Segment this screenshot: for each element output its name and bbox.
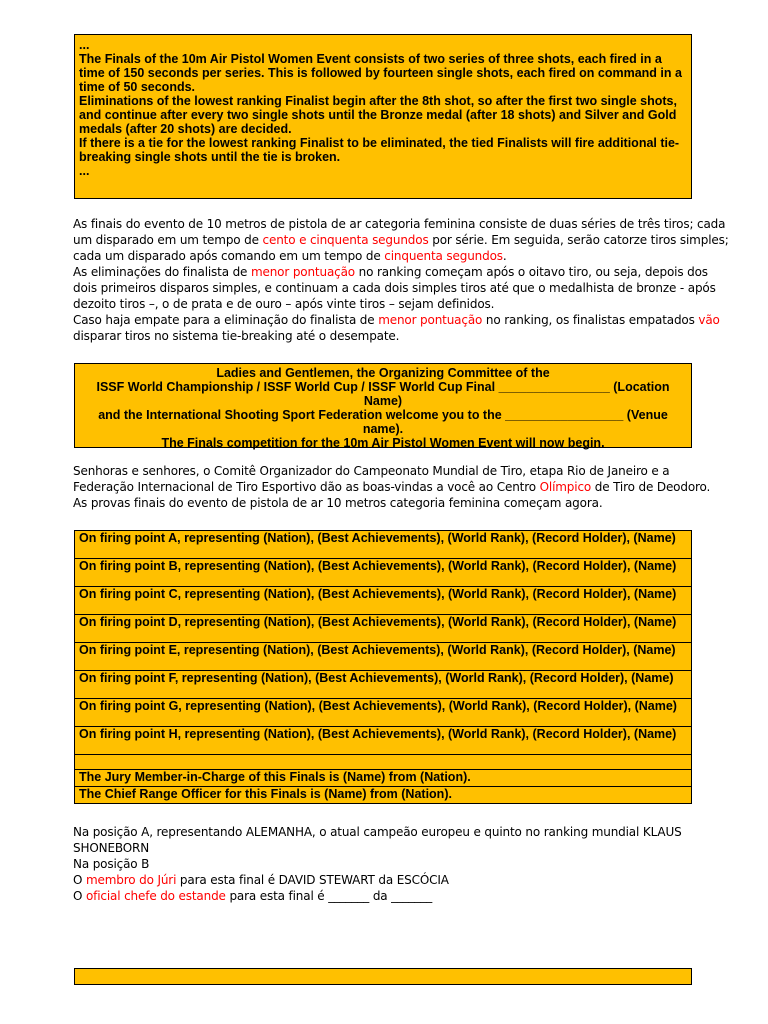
welcome-line-4: The Finals competition for the 10m Air Pistol Women Event will now begin. bbox=[161, 436, 605, 450]
highlight-text: vão bbox=[698, 313, 720, 327]
blank-cell bbox=[75, 755, 692, 770]
firing-points-table bbox=[74, 530, 692, 804]
translation-1-paragraph-2: As eliminações do finalista de menor pontuação no ranking começam após o oitavo tiro, ou seja, depois dos dois primeiros disparos simples, e continuam a cada dois simples tiros até que o medalhista de bronze - após dezoito tiros –, o de prata e de ouro – após vinte tiros – sejam definidos. bbox=[73, 265, 716, 311]
firing-point-g: On firing point G, representing (Nation), (Best Achievements), (World Rank), (Record Holder), (Name) bbox=[75, 699, 692, 727]
translation-block-1 bbox=[73, 216, 733, 344]
firing-point-d: On firing point D, representing (Nation), (Best Achievements), (World Rank), (Record Holder), (Name) bbox=[75, 615, 692, 643]
firing-point-a: On firing point A, representing (Nation), (Best Achievements), (World Rank), (Record Holder), (Name) bbox=[75, 531, 692, 559]
translation-3-line-1: Na posição A, representando ALEMANHA, o atual campeão europeu e quinto no ranking mundial KLAUS SHONEBORN bbox=[73, 825, 682, 855]
highlight-text: menor pontuação bbox=[378, 313, 483, 327]
intro-paragraph-eliminations: Eliminations of the lowest ranking Finalist begin after the 8th shot, so after the first two single shots, and continue after every two single shots until the Bronze medal (after 18 shots) and Silver and Gold medals (after 20 shots) are decided. bbox=[79, 94, 677, 136]
table-row bbox=[75, 770, 692, 787]
firing-point-f: On firing point F, representing (Nation), (Best Achievements), (World Rank), (Record Holder), (Name) bbox=[75, 671, 692, 699]
translation-3-line-2: Na posição B bbox=[73, 857, 150, 871]
translation-2-paragraph-2: As provas finais do evento de pistola de ar 10 metros categoria feminina começam agora. bbox=[73, 496, 603, 510]
firing-point-b: On firing point B, representing (Nation), (Best Achievements), (World Rank), (Record Holder), (Name) bbox=[75, 559, 692, 587]
welcome-line-1: Ladies and Gentlemen, the Organizing Committee of the bbox=[216, 366, 550, 380]
firing-point-e: On firing point E, representing (Nation), (Best Achievements), (World Rank), (Record Holder), (Name) bbox=[75, 643, 692, 671]
highlight-text: membro do Júri bbox=[85, 873, 177, 887]
intro-paragraph-tie: If there is a tie for the lowest ranking Finalist to be eliminated, the tied Finalists will fire additional tie-breaking single shots until the tie is broken. bbox=[79, 136, 680, 164]
firing-point-c: On firing point C, representing (Nation), (Best Achievements), (World Rank), (Record Holder), (Name) bbox=[75, 587, 692, 615]
table-row-blank bbox=[75, 755, 692, 770]
welcome-line-2: ISSF World Championship / ISSF World Cup / ISSF World Cup Final ________________ (Location Name) bbox=[96, 380, 670, 408]
intro-ellipsis-bottom: ... bbox=[79, 164, 90, 178]
firing-point-h: On firing point H, representing (Nation), (Best Achievements), (World Rank), (Record Holder), (Name) bbox=[75, 727, 692, 755]
table-row bbox=[75, 531, 692, 559]
table-row bbox=[75, 643, 692, 671]
jury-member-row: The Jury Member-in-Charge of this Finals is (Name) from (Nation). bbox=[75, 770, 692, 787]
translation-1-paragraph-3: Caso haja empate para a eliminação do finalista de menor pontuação no ranking, os finalistas empatados vão disparar tiros no sistema tie-breaking até o desempate. bbox=[73, 313, 720, 343]
intro-paragraph-series: The Finals of the 10m Air Pistol Women Event consists of two series of three shots, each fired in a time of 150 seconds per series. This is followed by fourteen single shots, each fired on command in a time of 50 seconds. bbox=[79, 52, 682, 94]
table-row bbox=[75, 727, 692, 755]
highlight-text: Olímpico bbox=[539, 480, 592, 494]
chief-range-officer-row: The Chief Range Officer for this Finals is (Name) from (Nation). bbox=[75, 787, 692, 804]
table-row bbox=[75, 699, 692, 727]
table-row bbox=[75, 787, 692, 804]
table-row bbox=[75, 615, 692, 643]
table-row bbox=[75, 559, 692, 587]
table-row bbox=[75, 671, 692, 699]
table-row bbox=[75, 587, 692, 615]
intro-ellipsis-top: ... bbox=[79, 38, 90, 52]
welcome-box bbox=[74, 363, 692, 448]
translation-block-3 bbox=[73, 824, 733, 904]
translation-block-2 bbox=[73, 463, 733, 511]
translation-3-line-3: O membro do Júri para esta final é DAVID STEWART da ESCÓCIA bbox=[73, 873, 449, 887]
highlight-text: cinquenta segundos bbox=[384, 249, 503, 263]
highlight-text: oficial chefe do estande bbox=[85, 889, 226, 903]
translation-2-paragraph-1: Senhoras e senhores, o Comitê Organizador do Campeonato Mundial de Tiro, etapa Rio de Janeiro e a Federação Internacional de Tiro Esportivo dão as boas-vindas a você ao Centro Olímpico de Tiro de Deodoro. bbox=[73, 464, 711, 494]
highlight-text: menor pontuação bbox=[250, 265, 355, 279]
welcome-line-3: and the International Shooting Sport Federation welcome you to the _________________ (Venue name). bbox=[98, 408, 668, 436]
empty-bottom-box bbox=[74, 968, 692, 985]
intro-box bbox=[74, 34, 692, 199]
translation-3-line-4: O oficial chefe do estande para esta final é _______ da _______ bbox=[73, 889, 433, 903]
highlight-text: cento e cinquenta segundos bbox=[262, 233, 429, 247]
translation-1-paragraph-1: As finais do evento de 10 metros de pistola de ar categoria feminina consiste de duas séries de três tiros; cada um disparado em um tempo de cento e cinquenta segundos por série. Em seguida, serão catorze tiros simples; cada um disparado após comando em um tempo de cinquenta segundos. bbox=[73, 217, 729, 263]
